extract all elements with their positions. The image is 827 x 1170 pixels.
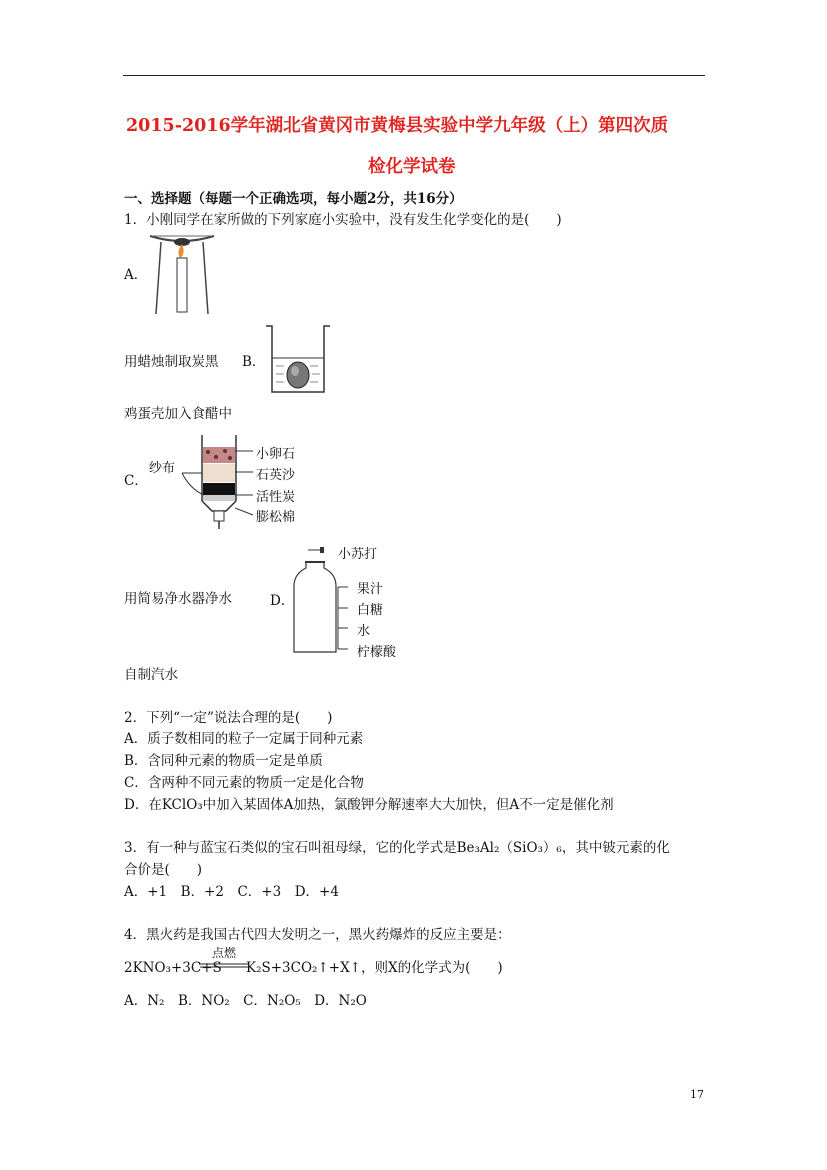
ingredient-juice: 果汁: [357, 582, 384, 597]
q1-b-letter: B．: [242, 354, 266, 370]
q4-stem: 4．黑火药是我国古代四大发明之一，黑火药爆炸的反应主要是：: [124, 927, 511, 943]
layer-activated-carbon: 活性炭: [256, 490, 296, 505]
q4-equation-left: 2KNO₃+3C+S: [124, 960, 222, 976]
q1-d-caption: 自制汽水: [124, 667, 178, 683]
q3-stem-line2: 合价是( ): [124, 862, 203, 878]
q2-option-a: A．质子数相同的粒子一定属于同种元素: [124, 731, 364, 747]
ingredient-water: 水: [357, 624, 371, 639]
header-rule: [123, 75, 705, 76]
q1-b-caption: 鸡蛋壳加入食醋中: [124, 406, 232, 422]
section-heading: 一、选择题（每题一个正确选项，每小题2分，共16分）: [124, 191, 463, 207]
soda-bracket: [336, 583, 350, 655]
candle-soot-figure: [148, 230, 218, 316]
q3-stem-line1: 3．有一种与蓝宝石类似的宝石叫祖母绿，它的化学式是Be₃Al₂（SiO₃）₆，其中铍元素的化: [124, 840, 670, 856]
q4-reaction-condition: 点燃: [211, 946, 236, 960]
water-purifier-figure: [180, 433, 240, 533]
baking-soda-label: 小苏打: [338, 547, 378, 562]
q3-options: A．+1 B．+2 C．+3 D．+4: [124, 884, 339, 900]
exam-title-line2: 检化学试卷: [368, 157, 456, 177]
q1-a-letter: A．: [124, 267, 148, 283]
q1-a-caption: 用蜡烛制取炭黑: [124, 354, 219, 370]
q1-c-letter: C．: [124, 473, 148, 489]
q2-option-c: C．含两种不同元素的物质一定是化合物: [124, 775, 364, 791]
q1-d-letter: D．: [270, 593, 295, 609]
q4-equation-right: K₂S+3CO₂↑+X↑，则X的化学式为( ): [246, 960, 503, 976]
page-number: 17: [690, 1088, 704, 1101]
q1-c-caption: 用简易净水器净水: [124, 591, 232, 607]
q2-stem: 2．下列“一定”说法合理的是( ): [124, 710, 333, 726]
exam-title-line1: 2015-2016学年湖北省黄冈市黄梅县实验中学九年级（上）第四次质: [126, 116, 669, 136]
ingredient-citric-acid: 柠檬酸: [357, 645, 397, 660]
q4-options: A．N₂ B．NO₂ C．N₂O₅ D．N₂O: [124, 993, 367, 1009]
q2-option-d: D．在KClO₃中加入某固体A加热，氯酸钾分解速率大大加快，但A不一定是催化剂: [124, 797, 614, 813]
q2-option-b: B．含同种元素的物质一定是单质: [124, 753, 323, 769]
gauze-label: 纱布: [149, 461, 176, 476]
eggshell-beaker-figure: [262, 322, 334, 396]
layer-quartz-sand: 石英沙: [256, 468, 296, 483]
equals-bar: [200, 963, 248, 969]
purifier-pointers: [235, 440, 255, 520]
layer-cotton: 膨松棉: [256, 510, 296, 525]
ingredient-sugar: 白糖: [357, 603, 384, 618]
q1-stem: 1．小刚同学在家所做的下列家庭小实验中，没有发生化学变化的是( ): [124, 212, 562, 228]
layer-pebbles: 小卵石: [256, 447, 296, 462]
